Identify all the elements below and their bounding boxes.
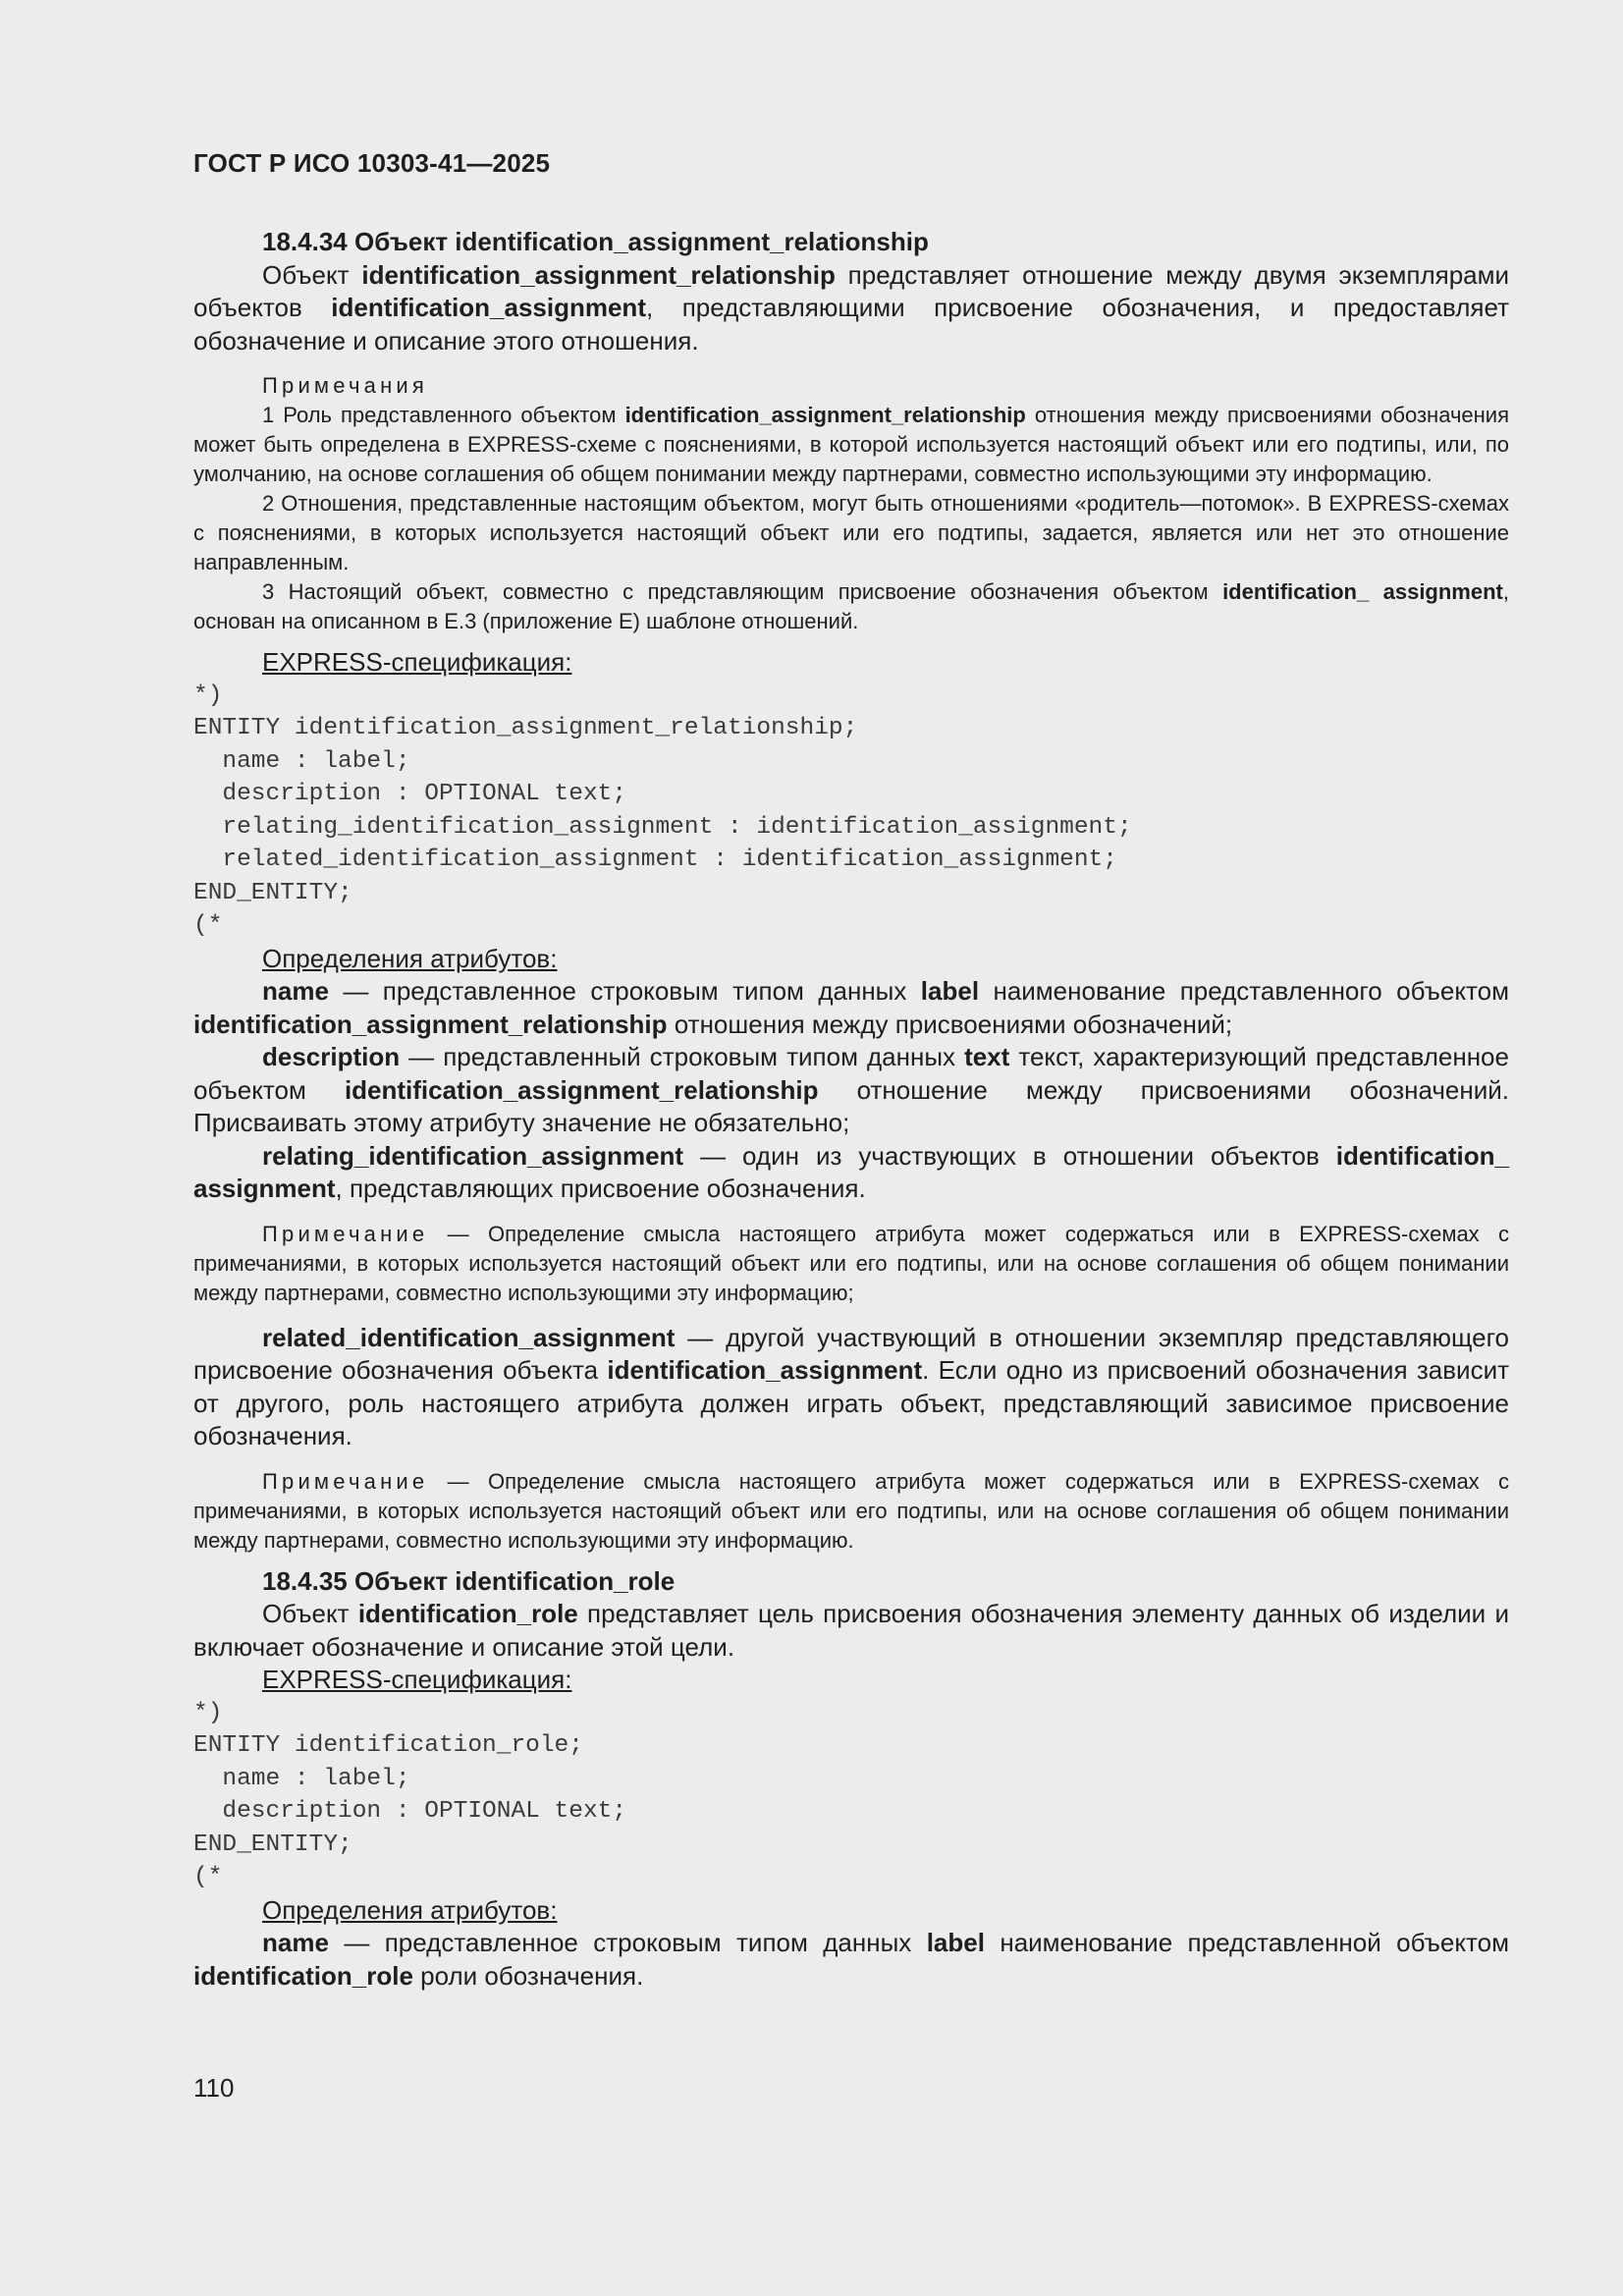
term-bold: identification_role <box>193 1960 413 1991</box>
note-text: — Определение смысла настоящего атрибута может содержаться или в EXPRESS-схемах с примечаниями, в которых используется настоящий объект или его подтипы, или на основе соглашения об общем понимании между партнерами, совместно использующими эту информацию; <box>193 1221 1509 1305</box>
attr-name-definition-role <box>193 1927 1509 1993</box>
term-bold: identification_assignment_relationship <box>193 1009 668 1039</box>
text-run: , представляющими присвоение обозначения, и предоставляет обозначение и описание этого отношения. <box>193 293 1509 355</box>
paragraph-intro <box>193 259 1509 358</box>
code-line: *) <box>193 1699 223 1726</box>
term-bold: identification_role <box>357 1599 578 1628</box>
note-related <box>193 1467 1509 1556</box>
attribute-definitions-label-text: Определения атрибутов: <box>262 1894 558 1925</box>
attribute-definitions-label-text: Определения атрибутов: <box>262 943 558 973</box>
term-bold: identification_assignment_relationship <box>344 1074 819 1105</box>
term-bold: identification_ assignment <box>193 1140 1509 1203</box>
section-heading-18-4-35 <box>193 1565 1509 1599</box>
express-spec-label-text: EXPRESS-спецификация: <box>262 647 572 677</box>
term-bold: related_identification_assignment <box>262 1322 676 1352</box>
term-bold: text <box>964 1042 1010 1071</box>
paragraph-intro-role <box>193 1598 1509 1664</box>
code-line: *) <box>193 682 223 709</box>
text-run: Объект <box>262 1599 358 1628</box>
section-heading-text: 18.4.35 Объект identification_role <box>262 1565 676 1596</box>
text-run: , представляющих присвоение обозначения. <box>335 1174 866 1203</box>
text-run: 2 Отношения, представленные настоящим объектом, могут быть отношениями «родитель—потомок». В EXPRESS-схемах с пояснениями, в которых используется настоящий объект или его подтипы, задается, является или нет это отношение направленным. <box>193 491 1509 574</box>
attribute-definitions-label <box>193 943 1509 976</box>
term-bold: name <box>262 976 329 1006</box>
text-run: текст, характеризующий представленное объектом <box>193 1042 1509 1105</box>
section-heading-18-4-34 <box>193 226 1509 259</box>
text-run: — представленный строковым типом данных <box>400 1042 965 1071</box>
note-1 <box>193 401 1509 489</box>
term-bold: identification_assignment <box>331 293 646 322</box>
express-code-block <box>193 680 1509 943</box>
text-run: Объект <box>262 259 362 290</box>
code-line: name : label; <box>193 747 410 775</box>
express-code-block-role <box>193 1697 1509 1894</box>
notes-title: Примечания <box>262 373 429 398</box>
note-3 <box>193 577 1509 636</box>
text-run: . Если одно из присвоений обозначения зависит от другого, роль настоящего атрибута должен играть объект, представляющий зависимое присвоение обозначения. <box>193 1355 1509 1450</box>
code-line: END_ENTITY; <box>193 879 352 906</box>
note-relating <box>193 1220 1509 1308</box>
code-line: ENTITY identification_assignment_relationship; <box>193 715 858 741</box>
express-spec-label <box>193 646 1509 680</box>
page-number: 110 <box>193 2073 235 2103</box>
text-run: — другой участвующий в отношении экземпляр представляющего присвоение обозначения объекта <box>193 1322 1509 1385</box>
term-bold: identification_ assignment <box>1222 579 1503 604</box>
attr-name-definition <box>193 975 1509 1041</box>
text-run: — представленное строковым типом данных <box>328 1928 927 1957</box>
text-run: 3 Настоящий объект, совместно с представляющим присвоение обозначения объектом <box>262 579 1223 604</box>
term-bold: name <box>262 1928 329 1957</box>
text-run: — представленное строковым типом данных <box>328 976 921 1006</box>
note-2 <box>193 489 1509 577</box>
text-run: отношения между присвоениями обозначения может быть определена в EXPRESS-схеме с пояснениями, в которой используется настоящий объект или его подтипы, или, по умолчанию, на основе соглашения об общем понимании между партнерами, совместно использующими эту информацию. <box>193 403 1510 486</box>
code-line: description : OPTIONAL text; <box>193 1798 627 1825</box>
code-line: (* <box>193 1864 223 1890</box>
term-bold: relating_identification_assignment <box>262 1140 684 1171</box>
text-run: отношение между присвоениями обозначений. Присваивать этому атрибуту значение не обязательно; <box>193 1074 1509 1137</box>
text-run: наименование представленной объектом <box>984 1928 1509 1957</box>
text-run: представляет цель присвоения обозначения элементу данных об изделии и включает обозначение и описание этой цели. <box>193 1599 1509 1662</box>
text-run: , основан на описанном в Е.3 (приложение Е) шаблоне отношений. <box>193 579 1509 633</box>
text-run: представляет отношение между двумя экземплярами объектов <box>193 259 1510 322</box>
text-run: 1 Роль представленного объектом <box>262 403 625 427</box>
attr-related-definition <box>193 1322 1509 1453</box>
code-line: relating_identification_assignment : identification_assignment; <box>193 813 1132 841</box>
express-spec-label-role <box>193 1664 1509 1697</box>
term-bold: description <box>262 1042 401 1071</box>
text-run: роли обозначения. <box>412 1960 644 1991</box>
code-line: related_identification_assignment : identification_assignment; <box>193 847 1117 873</box>
note-title: Примечание <box>262 1221 429 1246</box>
section-heading-text: 18.4.34 Объект identification_assignment_relationship <box>262 227 929 256</box>
code-line: (* <box>193 912 223 939</box>
page-body <box>193 226 1509 1993</box>
attr-relating-definition <box>193 1140 1509 1206</box>
document-header: ГОСТ Р ИСО 10303-41—2025 <box>193 148 551 178</box>
attr-description-definition <box>193 1041 1509 1140</box>
text-run: — один из участвующих в отношении объектов <box>683 1140 1336 1171</box>
note-text: — Определение смысла настоящего атрибута может содержаться или в EXPRESS-схемах с примечаниями, в которых используется настоящий объект или его подтипы, или на основе соглашения об общем понимании между партнерами, совместно использующими эту информацию. <box>193 1468 1509 1553</box>
code-line: ENTITY identification_role; <box>193 1732 583 1759</box>
term-bold: identification_assignment_relationship <box>361 259 836 290</box>
term-bold: identification_assignment <box>607 1355 923 1385</box>
express-spec-label-text: EXPRESS-спецификация: <box>262 1665 572 1694</box>
term-bold: label <box>920 976 980 1006</box>
text-run: отношения между присвоениями обозначений; <box>667 1009 1233 1039</box>
attribute-definitions-label-role <box>193 1894 1509 1928</box>
text-run: наименование представленного объектом <box>979 976 1509 1006</box>
note-title: Примечание <box>262 1468 429 1494</box>
code-line: END_ENTITY; <box>193 1831 352 1858</box>
code-line: name : label; <box>193 1765 410 1792</box>
code-line: description : OPTIONAL text; <box>193 781 627 807</box>
term-bold: identification_assignment_relationship <box>624 403 1026 427</box>
term-bold: label <box>926 1928 985 1957</box>
